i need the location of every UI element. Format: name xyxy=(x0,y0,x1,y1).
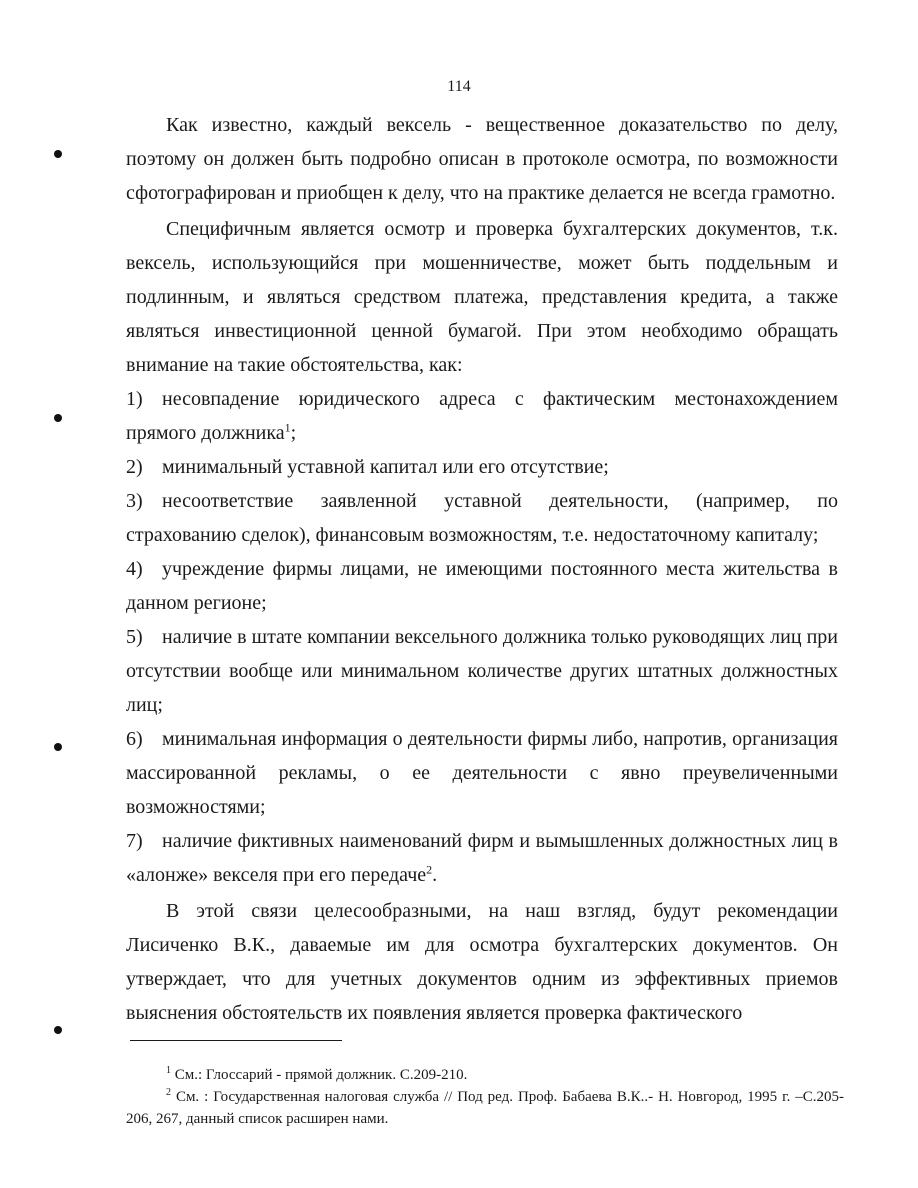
list-item xyxy=(126,552,838,620)
list-item-text: несоответствие заявленной уставной деятельности, (например, по страхованию сделок), финансовым возможностям, т.е. недостаточному капиталу; xyxy=(126,490,838,546)
list-item-number: 4) xyxy=(126,558,143,580)
binding-hole-mark xyxy=(54,743,62,751)
list-item-tail: ; xyxy=(290,422,297,444)
list-item-number: 2) xyxy=(126,456,143,478)
list-item-number: 1) xyxy=(126,388,143,410)
list-item-number: 6) xyxy=(126,728,143,750)
footnote-mark: 1 xyxy=(166,1065,171,1076)
list-item-number: 3) xyxy=(126,490,143,512)
binding-hole-mark xyxy=(54,414,62,422)
footnote-mark: 2 xyxy=(166,1087,171,1098)
list-item-number: 5) xyxy=(126,626,143,648)
list-item-text: наличие в штате компании вексельного должника только руководящих лиц при отсутствии вообще или минимальном количестве других штатных должностных лиц; xyxy=(126,626,838,716)
footnote xyxy=(126,1064,844,1086)
list-item-text: наличие фиктивных наименований фирм и вымышленных должностных лиц в «алонже» векселя при его передаче xyxy=(126,830,838,886)
binding-hole-mark xyxy=(54,1026,62,1034)
list-item xyxy=(126,824,838,892)
list-item-text: минимальная информация о деятельности фирмы либо, напротив, организация массированной рекламы, о ее деятельности с явно преувеличенными возможностями; xyxy=(126,728,838,818)
list-item xyxy=(126,484,838,552)
list-item xyxy=(126,620,838,722)
list-item xyxy=(126,382,838,450)
main-text xyxy=(126,108,838,1030)
list-item xyxy=(126,450,838,484)
binding-hole-mark xyxy=(54,150,62,158)
list-item-text: учреждение фирмы лицами, не имеющими постоянного места жительства в данном регионе; xyxy=(126,558,838,614)
list-item-tail: . xyxy=(432,864,438,886)
footnote-ref: 2 xyxy=(426,862,433,877)
footnote-text: См. : Государственная налоговая служба // Под ред. Проф. Бабаева В.К..- Н. Новгород, 1995 г. –С.205-206, 267, данный список расширен нами. xyxy=(126,1089,845,1127)
list-item-number: 7) xyxy=(126,830,143,852)
footnotes xyxy=(126,1064,844,1130)
list-item xyxy=(126,722,838,824)
footnote-ref: 1 xyxy=(284,420,291,435)
footnote-text: См.: Глоссарий - прямой должник. С.209-210. xyxy=(174,1067,468,1083)
footnote-divider xyxy=(130,1040,342,1041)
paragraph-1: Как известно, каждый вексель - вещественное доказательство по делу, поэтому он должен быть подробно описан в протоколе осмотра, по возможности сфотографирован и приобщен к делу, что на практике делается не всегда грамотно. xyxy=(126,114,838,204)
paragraph-2: Специфичным является осмотр и проверка бухгалтерских документов, т.к. вексель, использующийся при мошенничестве, может быть поддельным и подлинным, и являться средством платежа, представления кредита, а также являться инвестиционной ценной бумагой. При этом необходимо обращать внимание на такие обстоятельства, как: xyxy=(126,218,838,376)
criteria-list xyxy=(126,382,838,892)
list-item-text: несовпадение юридического адреса с фактическим местонахождением прямого должника xyxy=(126,388,838,444)
page-number: 114 xyxy=(447,78,471,95)
list-item-text: минимальный уставной капитал или его отсутствие; xyxy=(162,456,609,478)
footnote xyxy=(126,1086,844,1130)
paragraph-3: В этой связи целесообразными, на наш взгляд, будут рекомендации Лисиченко В.К., даваемые им для осмотра бухгалтерских документов. Он утверждает, что для учетных документов одним из эффективных приемов выяснения обстоятельств их появления является проверка фактического xyxy=(126,900,838,1024)
